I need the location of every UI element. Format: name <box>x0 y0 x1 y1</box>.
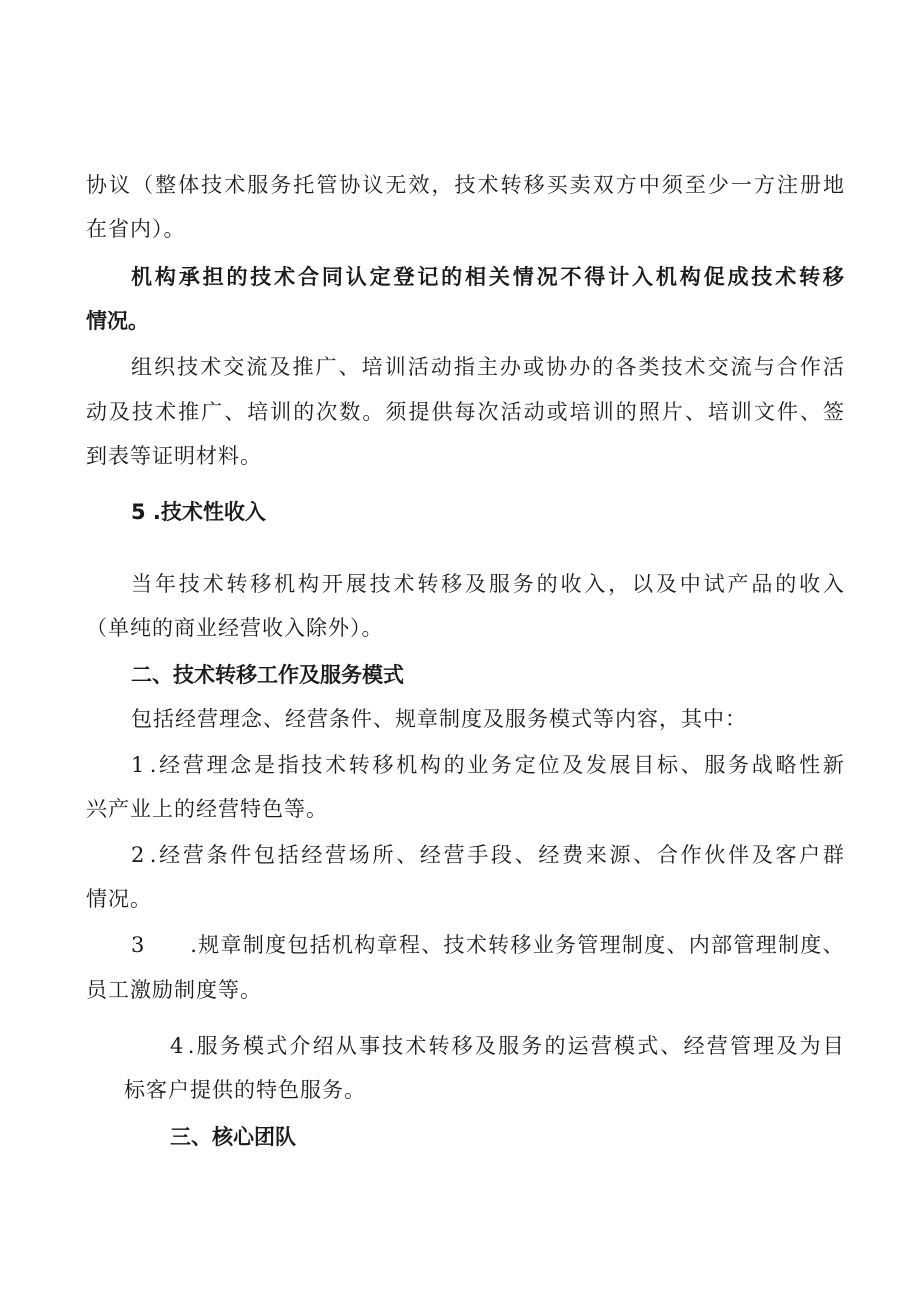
paragraph-3-line-1: 组 织 技 术 交 流 及 推 广 、 培 训 活 动 指 主 办 或 协 办 的 各 类 技 术 交 流 与 合 作 活 <box>131 355 844 379</box>
paragraph-1-line-1: 协 议 （ 整 体 技 术 服 务 托 管 协 议 无 效 ， 技 术 转 移 买 卖 双 方 中 须 至 少 一 方 注 册 地 <box>86 173 844 197</box>
list-item-1-line-1: 1 . 经 营 理 念 是 指 技 术 转 移 机 构 的 业 务 定 位 及 发 展 目 标 、 服 务 战 略 性 新 <box>131 753 844 777</box>
section-2-title: 二、技术转移工作及服务模式 <box>131 663 404 687</box>
list-item-4-line-2: 标客户提供的特色服务。 <box>124 1078 366 1102</box>
heading-technical-income: 5 .技术性收入 <box>131 500 266 524</box>
list-item-2-line-1: 2 . 经 营 条 件 包 括 经 营 场 所 、 经 营 手 段 、 经 费 来 源 、 合 作 伙 伴 及 客 户 群 <box>131 843 844 867</box>
paragraph-4-line-1: 当 年 技 术 转 移 机 构 开 展 技 术 转 移 及 服 务 的 收 入 ， 以 及 中 试 产 品 的 收 入 <box>131 572 844 596</box>
paragraph-5: 包括经营理念、经营条件、规章制度及服务模式等内容，其中： <box>131 707 747 731</box>
list-item-1-line-2: 兴产业上的经营特色等。 <box>86 797 328 821</box>
section-3-title: 三、核心团队 <box>170 1125 296 1149</box>
paragraph-2-line-1: 机 构 承 担 的 技 术 合 同 认 定 登 记 的 相 关 情 况 不 得 计 入 机 构 促 成 技 术 转 移 <box>131 265 844 289</box>
paragraph-1-line-2: 在省内）。 <box>86 217 186 241</box>
list-item-3-line-1: 3 . 规 章 制 度 包 括 机 构 章 程 、 技 术 转 移 业 务 管 理 制 度 、 内 部 管 理 制 度 、 <box>131 933 844 957</box>
paragraph-4-line-2: （单纯的商业经营收入除外）。 <box>86 616 384 640</box>
list-item-4-line-1: 4 . 服 务 模 式 介 绍 从 事 技 术 转 移 及 服 务 的 运 营 模 式 、 经 营 管 理 及 为 目 <box>170 1034 844 1058</box>
paragraph-3-line-3: 到表等证明材料。 <box>86 444 262 468</box>
paragraph-2-line-2: 情况。 <box>86 309 149 333</box>
paragraph-3-line-2: 动 及 技 术 推 广 、 培 训 的 次 数 。 须 提 供 每 次 活 动 或 培 训 的 照 片 、 培 训 文 件 、 签 <box>86 400 844 424</box>
list-item-3-line-2: 员工激励制度等。 <box>86 978 262 1002</box>
list-item-2-line-2: 情况。 <box>86 887 152 911</box>
